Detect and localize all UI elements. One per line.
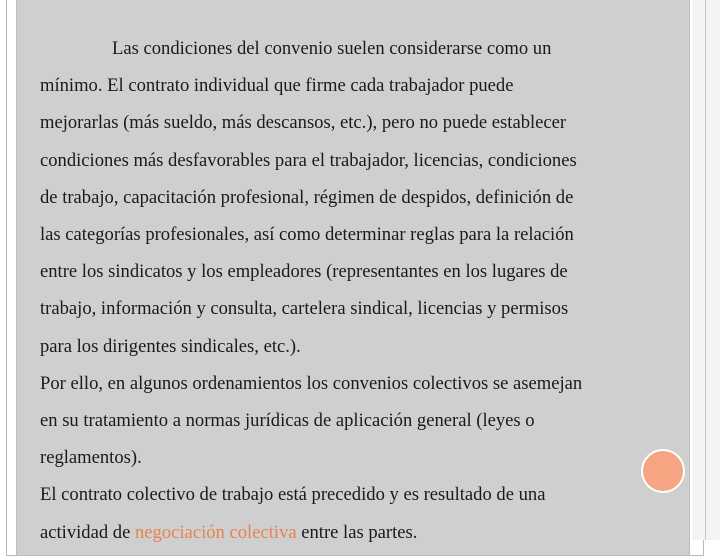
text-line: mejorarlas (más sueldo, más descansos, etc.), pero no puede establecer [40, 112, 567, 134]
text-line: reglamentos). [40, 447, 142, 469]
text-line: para los dirigentes sindicales, etc.). [40, 335, 301, 357]
slide-body-text [40, 30, 680, 551]
negociacion-colectiva-link[interactable]: negociación colectiva [135, 521, 297, 543]
text-line: condiciones más desfavorables para el trabajador, licencias, condiciones [40, 149, 577, 171]
text-line-with-link [40, 514, 680, 551]
text-line: El contrato colectivo de trabajo está precedido y es resultado de una [40, 484, 546, 506]
text-line: de trabajo, capacitación profesional, régimen de despidos, definición de [40, 186, 574, 208]
text-line: en su tratamiento a normas jurídicas de aplicación general (leyes o [40, 410, 535, 432]
text-line: las categorías profesionales, así como determinar reglas para la relación [40, 224, 574, 246]
right-decorative-strip [692, 0, 720, 540]
paragraph-2 [40, 365, 680, 477]
text-before-link: actividad de [40, 521, 135, 543]
text-line: Por ello, en algunos ordenamientos los convenios colectivos se asemejan [40, 372, 583, 394]
text-line: entre los sindicatos y los empleadores (representantes en los lugares de [40, 261, 568, 283]
text-line: trabajo, información y consulta, cartelera sindical, licencias y permisos [40, 298, 569, 320]
right-divider-line [705, 0, 706, 540]
text-line: Las condiciones del convenio suelen considerarse como un [112, 38, 552, 59]
text-line: mínimo. El contrato individual que firme cada trabajador puede [40, 75, 514, 97]
text-after-link: entre las partes. [296, 521, 418, 543]
paragraph-1 [40, 30, 680, 365]
